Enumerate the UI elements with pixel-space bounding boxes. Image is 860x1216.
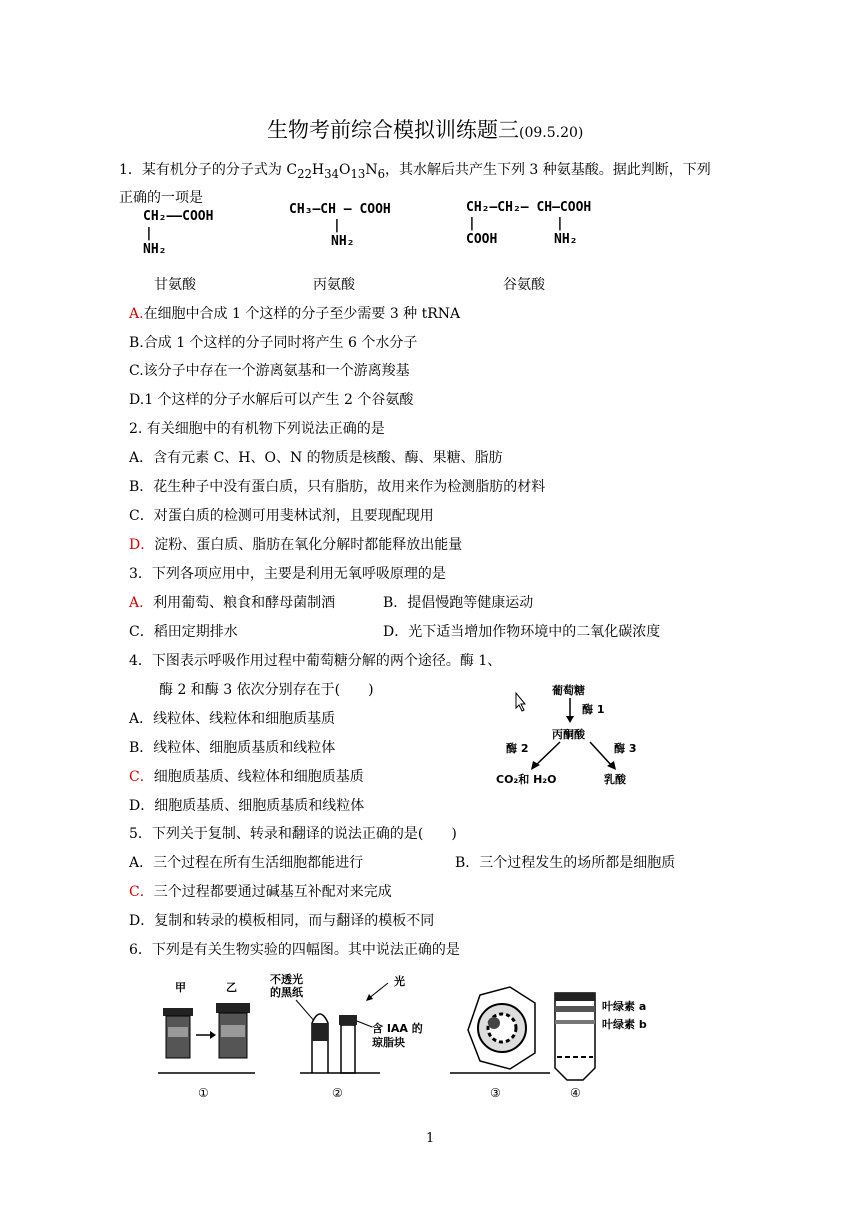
option-text: 淀粉、蛋白质、脂肪在氧化分解时都能释放出能量 xyxy=(154,537,463,553)
option-text: 三个过程发生的场所都是细胞质 xyxy=(479,855,676,871)
q2-option-c xyxy=(129,505,434,525)
q2-option-b xyxy=(129,476,545,496)
name-glutamate: 谷氨酸 xyxy=(503,277,545,293)
title-main: 生物考前综合模拟训练题三 xyxy=(267,118,519,142)
iaa-agar-block xyxy=(339,1015,357,1025)
figure-3-plant-cell xyxy=(450,987,550,1100)
diagram-enzyme2: 酶 2 xyxy=(506,742,529,755)
name-alanine: 丙氨酸 xyxy=(313,277,355,293)
q4-stem-line1: 4．下图表示呼吸作用过程中葡萄糖分解的两个途径。酶 1、 xyxy=(129,653,502,669)
glycine-formula-row2: NH₂ xyxy=(143,242,167,257)
figure-label-3: ③ xyxy=(490,1086,501,1100)
glutamate-formula-row1: CH₂—CH₂— CH—COOH xyxy=(466,200,592,215)
alanine-formula-bond: | xyxy=(333,218,341,233)
cursor-arrow-icon xyxy=(516,693,525,711)
arrowhead-icon xyxy=(210,1031,216,1039)
option-text: 在细胞中合成 1 个这样的分子至少需要 3 种 tRNA xyxy=(143,306,461,322)
option-letter: B. xyxy=(129,335,144,351)
name-glycine: 甘氨酸 xyxy=(154,277,196,293)
q5-stem: 5．下列关于复制、转录和翻译的说法正确的是( ) xyxy=(129,826,457,842)
diagram-enzyme3: 酶 3 xyxy=(614,742,637,755)
diagram-product-lactic-acid: 乳酸 xyxy=(604,773,626,786)
option-text: 花生种子中没有蛋白质，只有脂肪，故用来作为检测脂肪的材料 xyxy=(153,479,546,495)
option-text: 细胞质基质、线粒体和细胞质基质 xyxy=(153,769,364,785)
option-text: 三个过程在所有生活细胞都能进行 xyxy=(153,855,364,871)
q3-option-b xyxy=(383,592,533,612)
option-text: 利用葡萄、粮食和酵母菌制酒 xyxy=(153,595,336,611)
glutamate-formula-row2a: COOH xyxy=(466,232,498,247)
q1-stem-line2: 正确的一项是 xyxy=(119,190,203,206)
option-text: 复制和转录的模板相同，而与翻译的模板不同 xyxy=(154,913,435,929)
option-text: 稻田定期排水 xyxy=(153,624,238,640)
label-jia: 甲 xyxy=(175,981,186,994)
q1-option-a xyxy=(129,303,460,323)
page-title xyxy=(267,114,583,144)
el-n: N xyxy=(365,162,378,178)
label-iaa-line1: 含 IAA 的 xyxy=(372,1022,423,1035)
arrow-enzyme3 xyxy=(590,742,612,766)
glutamate-formula-bond2: | xyxy=(556,216,564,231)
label-chlorophyll-b: 叶绿素 b xyxy=(602,1018,647,1031)
label-chlorophyll-a: 叶绿素 a xyxy=(602,1000,647,1013)
q1-stem-b: ，其水解后共产生下列 3 种氨基酸。据此判断，下列 xyxy=(384,162,711,178)
option-text: 含有元素 C、H、O、N 的物质是核酸、酶、果糖、脂肪 xyxy=(153,450,503,466)
q5-option-c xyxy=(129,881,392,901)
option-text: 光下适当增加作物环境中的二氧化碳浓度 xyxy=(408,624,661,640)
option-letter: C． xyxy=(129,624,154,640)
option-text: 1 个这样的分子水解后可以产生 2 个谷氨酸 xyxy=(144,392,414,408)
option-letter: B． xyxy=(129,740,154,756)
el-o: O xyxy=(338,162,351,178)
q3-stem: 3．下列各项应用中，主要是利用无氧呼吸原理的是 xyxy=(129,566,446,582)
option-letter: B． xyxy=(129,479,154,495)
lens-jia-cap xyxy=(163,1008,193,1016)
tube-top-band xyxy=(555,993,595,1001)
page-number: 1 xyxy=(426,1131,435,1146)
option-letter: A． xyxy=(129,595,154,611)
q2-option-d xyxy=(129,534,462,554)
q5-option-b xyxy=(455,852,675,872)
q2-stem: 2. 有关细胞中的有机物下列说法正确的是 xyxy=(129,421,385,437)
coleoptile-left xyxy=(312,1014,328,1073)
figure-4-chromatography xyxy=(555,993,647,1100)
q1-option-d xyxy=(129,389,413,409)
glutamate-formula-bond1: | xyxy=(468,216,476,231)
arrowhead-icon xyxy=(566,716,574,723)
option-text: 细胞质基质、细胞质基质和线粒体 xyxy=(154,798,365,814)
q1-stem xyxy=(119,159,711,181)
sub-h: 34 xyxy=(324,166,339,181)
sub-c: 22 xyxy=(297,166,312,181)
band-chlorophyll-a xyxy=(555,1006,595,1012)
option-letter: D． xyxy=(129,798,155,814)
arrow-enzyme2 xyxy=(535,742,560,766)
q4-option-d xyxy=(129,795,364,815)
option-letter: A． xyxy=(129,711,154,727)
option-text: 该分子中存在一个游离氨基和一个游离羧基 xyxy=(143,363,410,379)
figure-label-2: ② xyxy=(332,1086,343,1100)
q1-option-b xyxy=(129,332,417,352)
q4-option-c xyxy=(129,766,364,786)
option-letter: A. xyxy=(129,306,144,322)
q2-option-a xyxy=(129,447,503,467)
respiration-pathway-diagram xyxy=(490,680,660,795)
label-iaa-line2: 琼脂块 xyxy=(372,1036,405,1049)
option-letter: C． xyxy=(129,884,154,900)
q4-stem-line2: 酶 2 和酶 3 依次分别存在于( ) xyxy=(159,682,374,698)
figure-label-1: ① xyxy=(198,1086,209,1100)
band-chlorophyll-b xyxy=(555,1020,595,1024)
option-letter: C． xyxy=(129,769,154,785)
sub-o: 13 xyxy=(350,166,366,181)
label-black-paper-line2: 的黑纸 xyxy=(270,986,303,999)
q1-option-c xyxy=(129,360,410,380)
label-yi: 乙 xyxy=(226,981,237,994)
option-text: 提倡慢跑等健康运动 xyxy=(407,595,534,611)
diagram-product-co2-h2o: CO₂和 H₂O xyxy=(496,773,557,786)
arrowhead-icon xyxy=(366,994,373,1001)
figure-1-microscope-lenses xyxy=(158,981,255,1100)
option-text: 线粒体、细胞质基质和线粒体 xyxy=(153,740,336,756)
label-black-paper-line1: 不透光 xyxy=(270,973,303,986)
option-text: 线粒体、线粒体和细胞质基质 xyxy=(153,711,336,727)
q4-option-b xyxy=(129,737,335,757)
q3-option-c xyxy=(129,621,238,641)
option-text: 对蛋白质的检测可用斐林试剂，且要现配现用 xyxy=(153,508,434,524)
glutamate-formula-row2b: NH₂ xyxy=(554,232,578,247)
q5-option-a xyxy=(129,852,363,872)
alanine-formula-row1: CH₃—CH — COOH xyxy=(289,202,391,217)
q4-option-a xyxy=(129,708,335,728)
option-letter: B． xyxy=(455,855,480,871)
cell-nucleus xyxy=(488,1017,500,1029)
option-letter: A． xyxy=(129,450,154,466)
q3-option-a xyxy=(129,592,335,612)
option-letter: B． xyxy=(383,595,408,611)
coleoptile-right xyxy=(341,1025,355,1073)
glycine-formula-bond: | xyxy=(145,226,153,241)
diagram-pyruvate: 丙酮酸 xyxy=(552,728,585,741)
option-text: 三个过程都要通过碱基互补配对来完成 xyxy=(153,884,392,900)
q3-option-d xyxy=(383,621,660,641)
lens-yi-band xyxy=(221,1025,245,1037)
black-paper-cap xyxy=(312,1023,328,1041)
q1-stem-a: 1．某有机分子的分子式为 C xyxy=(119,162,298,178)
option-letter: C. xyxy=(129,363,144,379)
lens-yi-cap xyxy=(216,1003,250,1013)
option-letter: A． xyxy=(129,855,154,871)
option-letter: D． xyxy=(383,624,409,640)
glycine-formula-row1: CH₂——COOH xyxy=(143,209,214,224)
option-letter: D． xyxy=(129,537,155,553)
q5-option-d xyxy=(129,910,434,930)
figure-2-coleoptile xyxy=(270,972,423,1100)
pointer-line-agar xyxy=(357,1021,372,1027)
experiment-figures xyxy=(150,965,710,1105)
figure-label-4: ④ xyxy=(570,1086,581,1100)
option-text: 合成 1 个这样的分子同时将产生 6 个水分子 xyxy=(143,335,418,351)
el-h: H xyxy=(311,162,325,178)
option-letter: D. xyxy=(129,392,145,408)
q6-stem: 6．下列是有关生物实验的四幅图。其中说法正确的是 xyxy=(129,942,460,958)
alanine-formula-row2: NH₂ xyxy=(331,234,355,249)
diagram-enzyme1: 酶 1 xyxy=(582,703,605,716)
lens-jia-band xyxy=(168,1027,188,1037)
option-letter: D． xyxy=(129,913,155,929)
title-date: (09.5.20) xyxy=(519,125,584,141)
option-letter: C． xyxy=(129,508,154,524)
sub-n: 6 xyxy=(377,166,385,181)
diagram-glucose: 葡萄糖 xyxy=(552,684,585,697)
label-light: 光 xyxy=(394,975,405,988)
